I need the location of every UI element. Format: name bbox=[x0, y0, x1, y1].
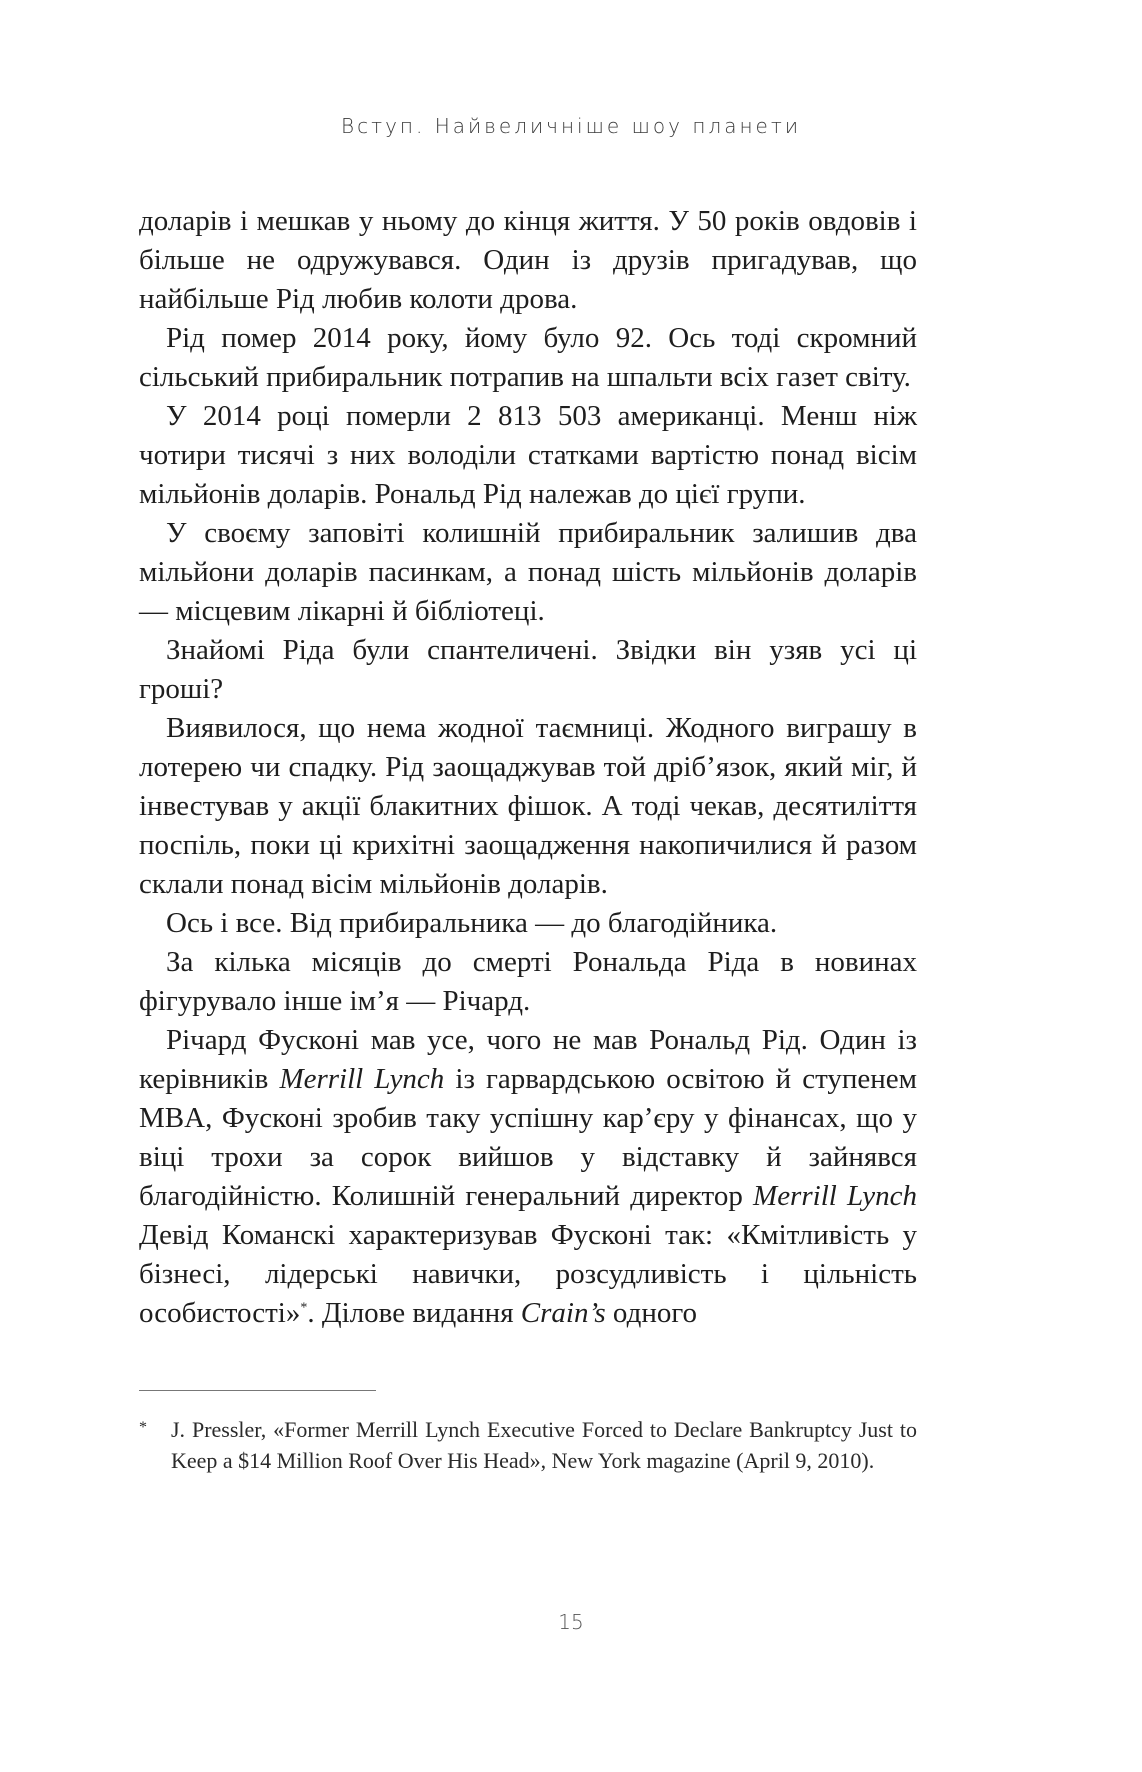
text-run: . Ділове видання bbox=[307, 1297, 521, 1329]
text-run: із гарвардською освітою й ступенем MBA, Фусконі зробив таку успішну кар’єру у фінансах, що у віці трохи за сорок вийшов у відставку й зайнявся благодійністю. Колишній генеральний директор bbox=[139, 1063, 918, 1212]
footnote-marker: * bbox=[139, 1419, 147, 1436]
page-number: 15 bbox=[558, 1610, 584, 1634]
company-name: Merrill Lynch bbox=[753, 1180, 917, 1212]
body-text bbox=[139, 202, 917, 1333]
paragraph: доларів і мешкав у ньому до кінця життя. У 50 років овдовів і більше не одружувався. Один із друзів пригадував, що найбільше Рід любив колоти дрова. bbox=[139, 205, 917, 315]
company-name: Merrill Lynch bbox=[279, 1063, 445, 1095]
text-run: Девід Команскі характеризував Фусконі так: «Кмітливість у бізнесі, лідерські навички, розсудливість і цільність особистості» bbox=[139, 1219, 917, 1329]
paragraph: У 2014 році померли 2 813 503 американці. Менш ніж чотири тисячі з них володіли статками вартістю понад вісім мільйонів доларів. Рональд Рід належав до цієї групи. bbox=[139, 400, 917, 510]
paragraph: Рід помер 2014 року, йому було 92. Ось тоді скромний сільський прибиральник потрапив на шпальти всіх газет світу. bbox=[139, 322, 917, 393]
footnote bbox=[139, 1414, 917, 1476]
paragraph-fusconi bbox=[139, 1021, 917, 1333]
text-run: одного bbox=[605, 1297, 698, 1329]
paragraph: За кілька місяців до смерті Рональда Ріда в новинах фігурувало інше ім’я — Річард. bbox=[139, 946, 917, 1017]
publication-name: Crain’s bbox=[520, 1297, 606, 1329]
footnote-text: J. Pressler, «Former Merrill Lynch Executive Forced to Declare Bankruptcy Just to Keep a $14 Million Roof Over His Head», New York magazine (April 9, 2010). bbox=[171, 1417, 917, 1473]
paragraph: Ось і все. Від прибиральника — до благодійника. bbox=[166, 907, 778, 939]
paragraph: Виявилося, що нема жодної таємниці. Жодного виграшу в лотерею чи спадку. Рід заощаджував той дріб’язок, який міг, й інвестував у акції блакитних фішок. А тоді чекав, десятиліття поспіль, поки ці крихітні заощадження накопичилися й разом склали понад вісім мільйонів доларів. bbox=[139, 712, 917, 900]
footnote-divider bbox=[139, 1390, 376, 1391]
paragraph: Знайомі Ріда були спантеличені. Звідки він узяв усі ці гроші? bbox=[139, 634, 917, 705]
paragraph: У своєму заповіті колишній прибиральник залишив два мільйони доларів пасинкам, а понад шість мільйонів доларів — місцевим лікарні й бібліотеці. bbox=[139, 517, 917, 627]
running-head: Вступ. Найвеличніше шоу планети bbox=[341, 114, 801, 138]
footnote-reference[interactable]: * bbox=[300, 1300, 308, 1316]
text-run: Річард Фусконі мав усе, чого не мав Рональд Рід. Один із керівників bbox=[139, 1024, 917, 1095]
